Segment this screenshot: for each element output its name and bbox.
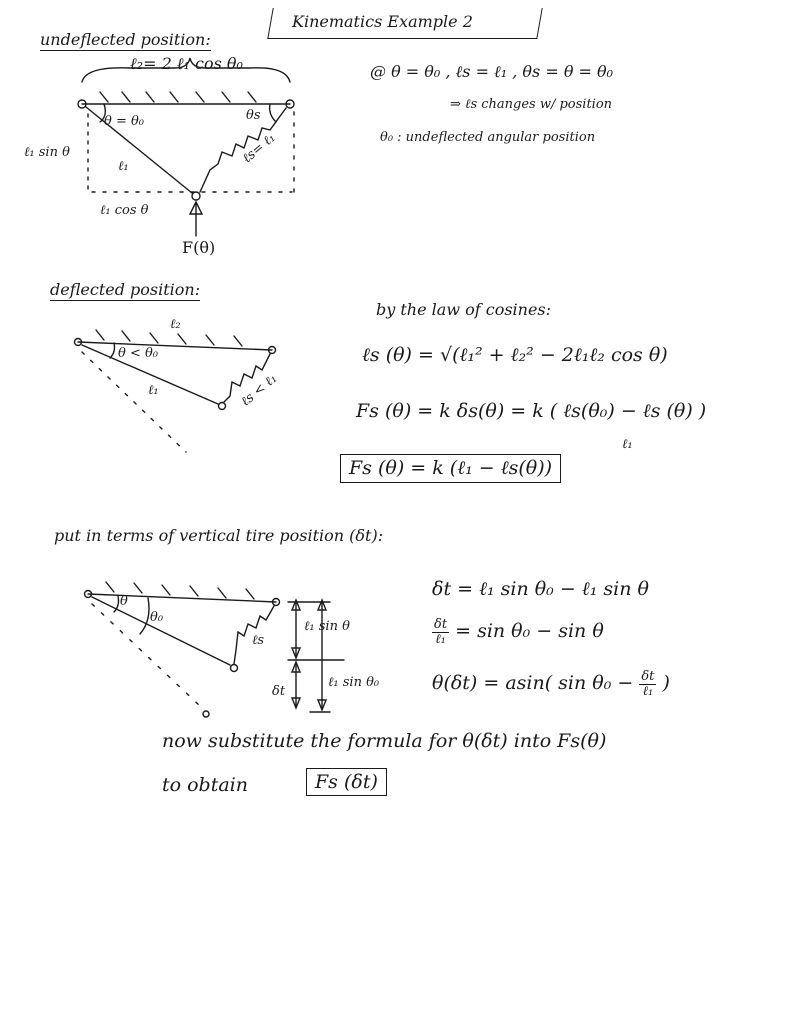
- cosines-eq-2-note: ℓ₁: [622, 437, 633, 452]
- angle-arc-2: [110, 343, 115, 358]
- arm-l1-3: [92, 597, 230, 665]
- vertical-theta-label: θ: [120, 594, 128, 609]
- condition-line-1: @ θ = θ₀ , ℓs = ℓ₁ , θs = θ = θ₀: [370, 62, 614, 81]
- vertical-eq-3-fraction: [639, 670, 656, 698]
- page-title: Kinematics Example 2: [292, 12, 473, 31]
- vertical-eq-3-denominator: ℓ₁: [642, 683, 654, 699]
- vertical-eq-3-close: ): [662, 672, 670, 695]
- force-label: F(θ): [182, 238, 216, 257]
- vertical-eq-2: [432, 618, 604, 646]
- vertical-eq-2-denominator: ℓ₁: [435, 631, 446, 647]
- tire-point-3: [231, 665, 238, 672]
- vertical-eq-1: δt = ℓ₁ sin θ₀ − ℓ₁ sin θ: [432, 578, 649, 600]
- cosines-eq-2: Fs (θ) = k δs(θ) = k ( ℓs(θ₀) − ℓs (θ) ): [356, 400, 707, 422]
- theta-s-label: θs: [246, 108, 261, 123]
- ground-line-3: [88, 594, 276, 602]
- vertical-eq-2-fraction: [432, 618, 449, 646]
- condition-line-3: θ₀ : undeflected angular position: [380, 130, 596, 145]
- vertical-ls-label: ℓs: [252, 633, 265, 648]
- deflected-heading: deflected position:: [50, 280, 201, 299]
- vertical-l1sin0-label: ℓ₁ sin θ₀: [328, 675, 380, 690]
- tire-point-1: [192, 192, 200, 200]
- conclusion-line-1: now substitute the formula for θ(δt) into Fs(θ): [162, 730, 607, 752]
- deflected-ls-label: ℓs < ℓ₁: [238, 371, 281, 410]
- angle-label: θ = θ₀: [104, 114, 145, 129]
- deflected-angle-label: θ < θ₀: [118, 346, 159, 361]
- bottom-dimension-label: ℓ₁ cos θ: [100, 203, 149, 218]
- ground-line-2: [78, 342, 272, 350]
- angle-arc-theta0: [140, 598, 149, 634]
- vertical-theta0-label: θ₀: [150, 610, 164, 625]
- cosines-eq-1: ℓs (θ) = √(ℓ₁² + ℓ₂² − 2ℓ₁ℓ₂ cos θ): [362, 344, 668, 366]
- left-dimension-label: ℓ₁ sin θ: [24, 145, 70, 160]
- vertical-eq-3-numerator: δt: [641, 669, 655, 684]
- vertical-dt-label: δt: [272, 684, 286, 699]
- ground-hatch-1: [100, 92, 256, 102]
- vertical-eq-3-lhs: θ(δt) = asin( sin θ₀ −: [432, 672, 634, 695]
- undeflected-heading: undeflected position:: [40, 30, 211, 49]
- brace-label: ℓ₂= 2 ℓ₁ cos θ₀: [130, 54, 243, 73]
- vertical-eq-2-rhs: = sin θ₀ − sin θ: [455, 620, 604, 643]
- conclusion-line-2: to obtain: [162, 774, 248, 796]
- dashed-original-3: [92, 604, 200, 706]
- tire-point-2: [219, 403, 226, 410]
- ground-hatch-3: [106, 582, 254, 599]
- conclusion-boxed-result: Fs (δt): [306, 768, 387, 796]
- vertical-heading: put in terms of vertical tire position (δt):: [54, 526, 384, 545]
- vertical-eq-2-numerator: δt: [434, 617, 448, 632]
- cosines-intro: by the law of cosines:: [376, 300, 552, 319]
- deflected-l2-label: ℓ₂: [170, 317, 181, 332]
- spring-ls-label: ℓs= ℓ₁: [239, 130, 279, 167]
- vertical-l1sin-label: ℓ₁ sin θ: [304, 619, 350, 634]
- tire-point-original: [203, 711, 209, 717]
- vertical-eq-3: [432, 670, 670, 698]
- angle-arc-s: [270, 104, 276, 122]
- condition-line-2: ⇒ ℓs changes w/ position: [450, 97, 613, 112]
- arm-l1-label: ℓ₁: [118, 159, 129, 174]
- cosines-eq-3-boxed: Fs (θ) = k (ℓ₁ − ℓs(θ)): [340, 454, 561, 483]
- deflected-l1-label: ℓ₁: [148, 383, 159, 398]
